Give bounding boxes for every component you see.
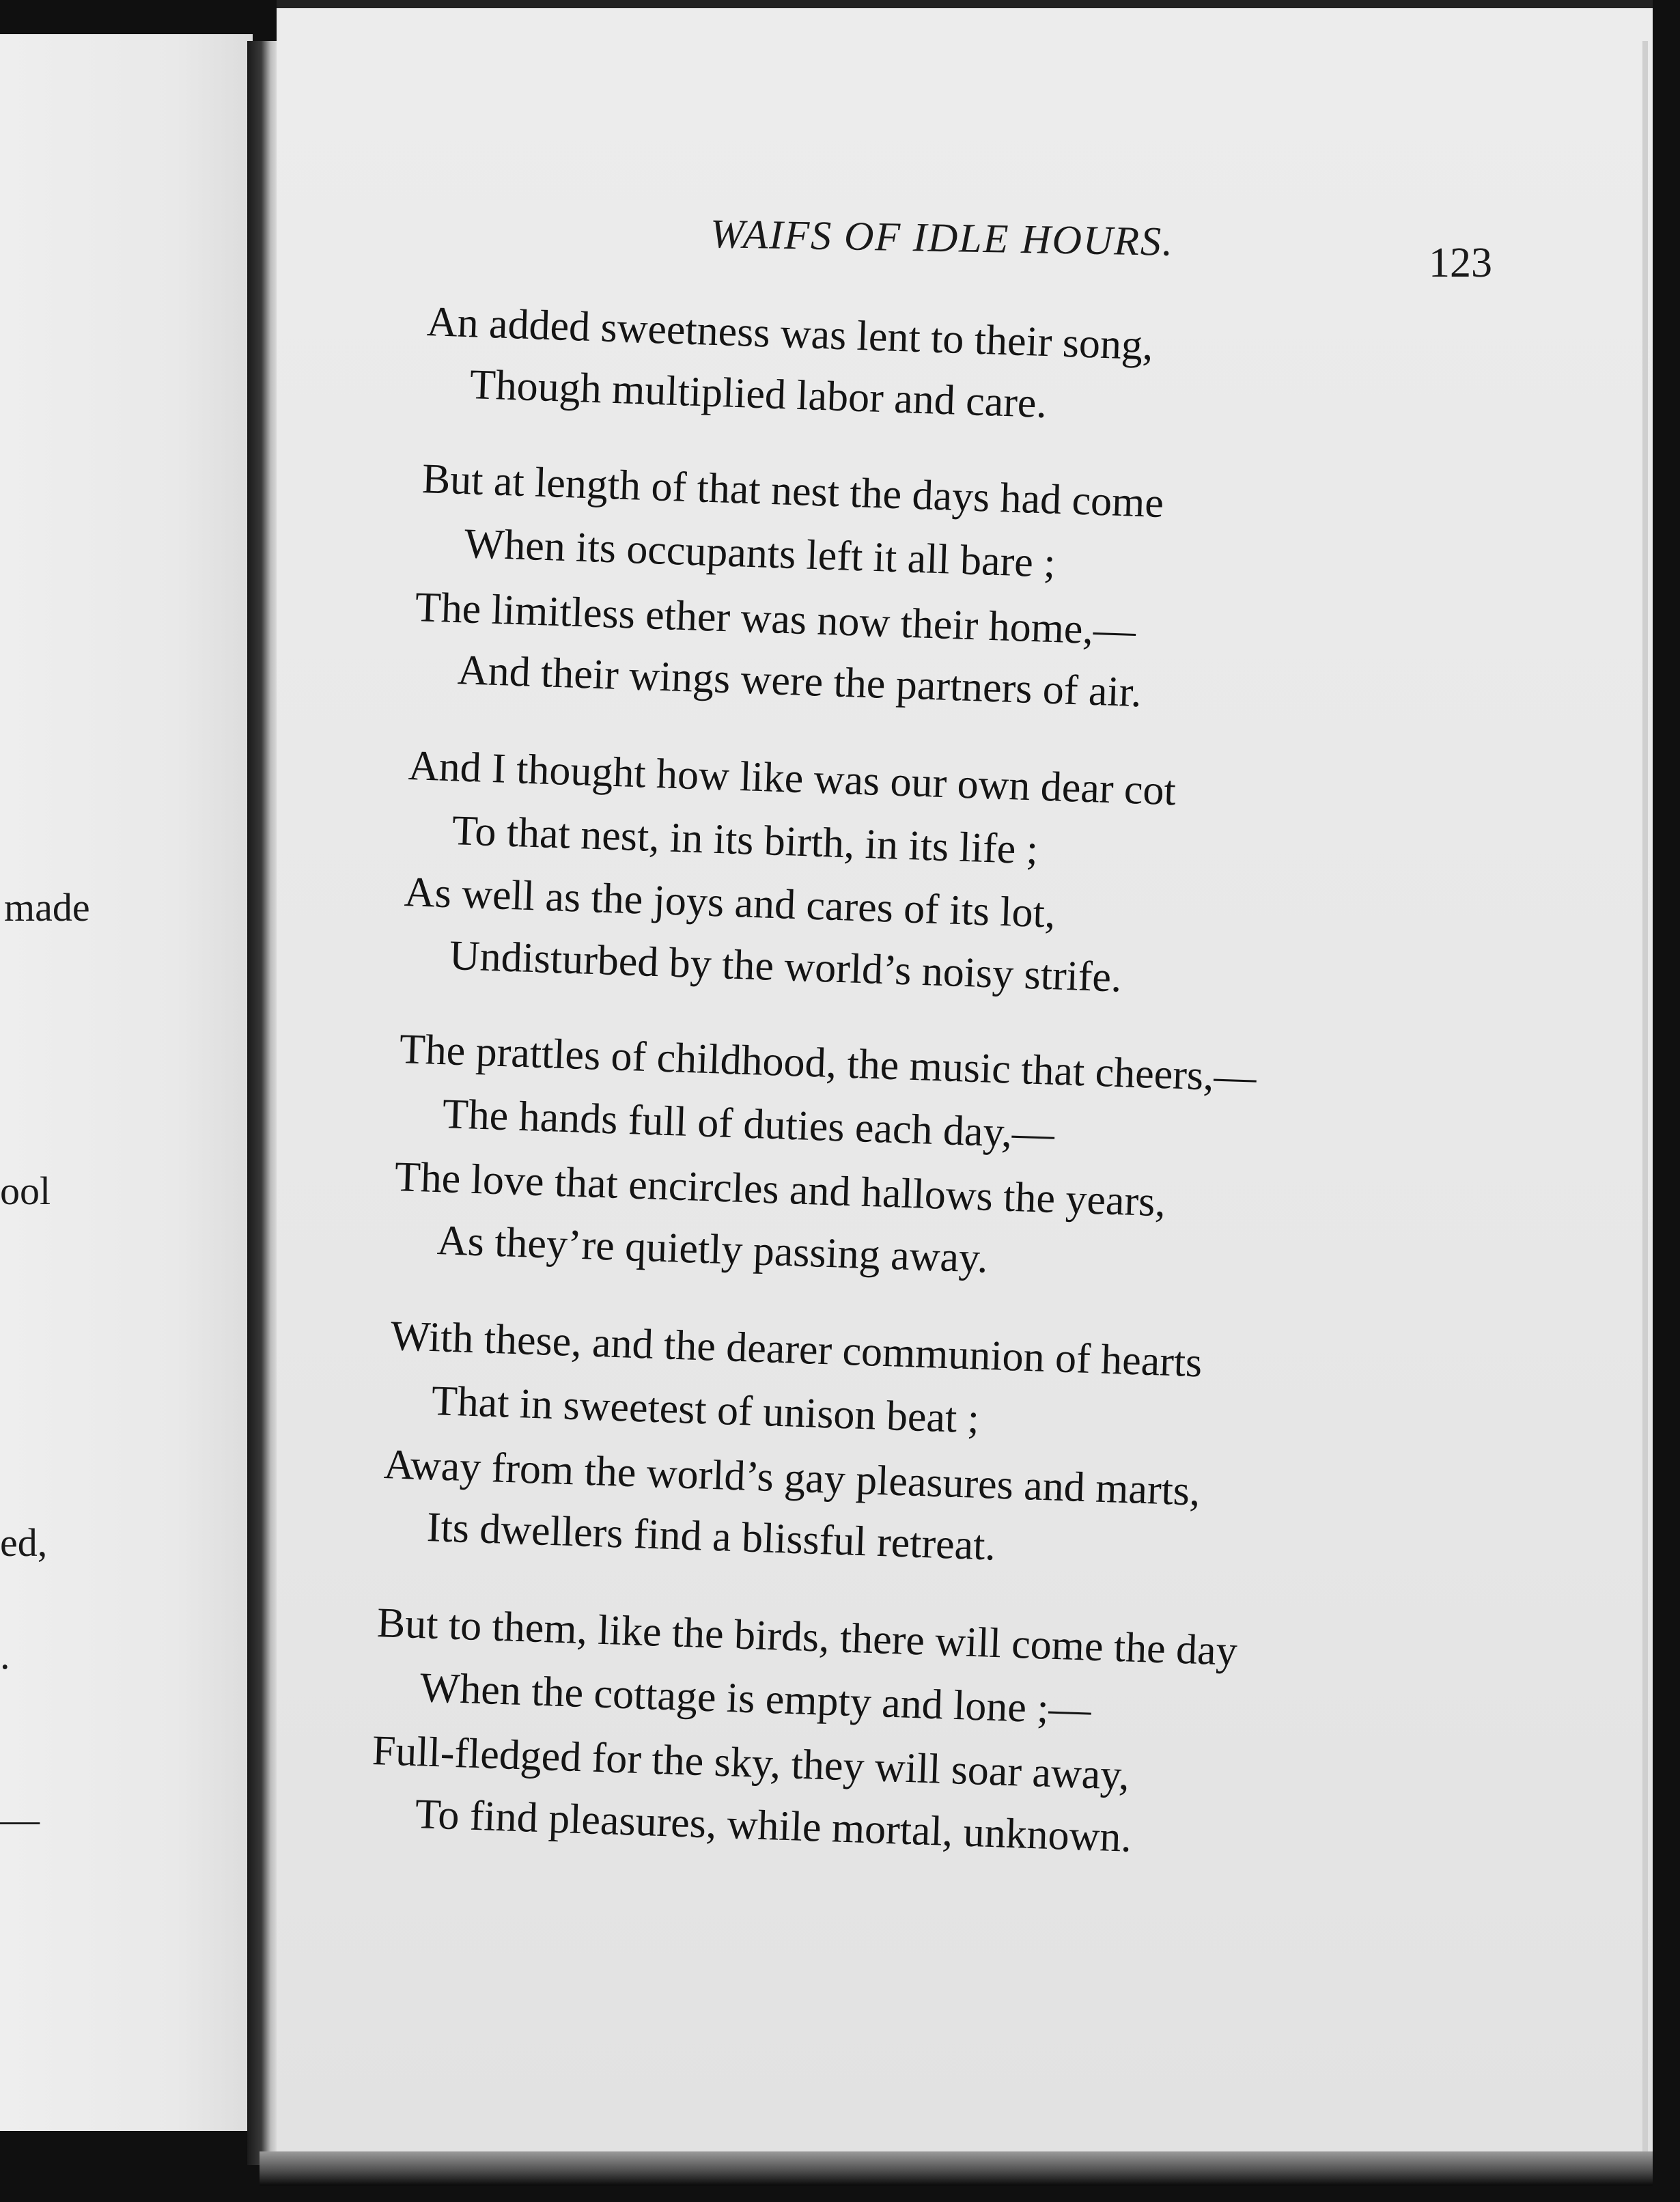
poem-line: Undisturbed by the world’s noisy strife. [448,932,1123,1001]
poem-line: Though multiplied labor and care. [468,361,1048,428]
poem-line: That in sweetest of unison beat ; [430,1378,981,1443]
left-page-fragment: — [0,1797,40,1841]
poem-line: To that nest, in its birth, in its life ; [451,807,1039,874]
poem-line: Full-fledged for the sky, they will soar away, [371,1727,1130,1799]
poem-line: An added sweetness was lent to their song, [425,298,1154,370]
poem-line: But at length of that nest the days had come [421,456,1164,527]
poem-line: But to them, like the birds, there will come the day [376,1600,1238,1675]
left-facing-page [0,34,253,2131]
left-page-fragment: . [0,1633,10,1677]
poem-line: To find pleasures, while mortal, unknown. [414,1791,1133,1861]
poem-line: Away from the world’s gay pleasures and marts, [382,1441,1201,1515]
poem-line: As well as the joys and cares of its lot, [403,869,1056,937]
poem-line: With these, and the dearer communion of hearts [389,1313,1203,1386]
poem-line: When its occupants left it all bare ; [463,520,1056,587]
left-page-fragment: made [4,885,90,930]
poem-line: The limitless ether was now their home,— [414,584,1137,654]
left-page-fragment: ed, [0,1520,48,1565]
page-edge [1642,41,1648,2172]
page-bottom-shadow [260,2151,1653,2186]
running-head: WAIFS OF IDLE HOURS. [710,211,1175,264]
poem-line: The prattles of childhood, the music that cheers,— [398,1026,1257,1101]
poem-line: The love that encircles and hallows the years, [393,1154,1166,1226]
book-gutter [247,41,279,2165]
poem-line: As they’re quietly passing away. [436,1217,989,1282]
left-page-fragment: ool [0,1169,51,1213]
poem-line: And their wings were the partners of air. [456,647,1143,716]
poem-line: When the cottage is empty and lone ;— [419,1664,1092,1733]
page-number: 123 [1429,240,1492,286]
poem-line: Its dwellers find a blissful retreat. [425,1504,996,1570]
poem-line: And I thought how like was our own dear cot [407,742,1177,815]
poem-line: The hands full of duties each day,— [441,1091,1056,1158]
